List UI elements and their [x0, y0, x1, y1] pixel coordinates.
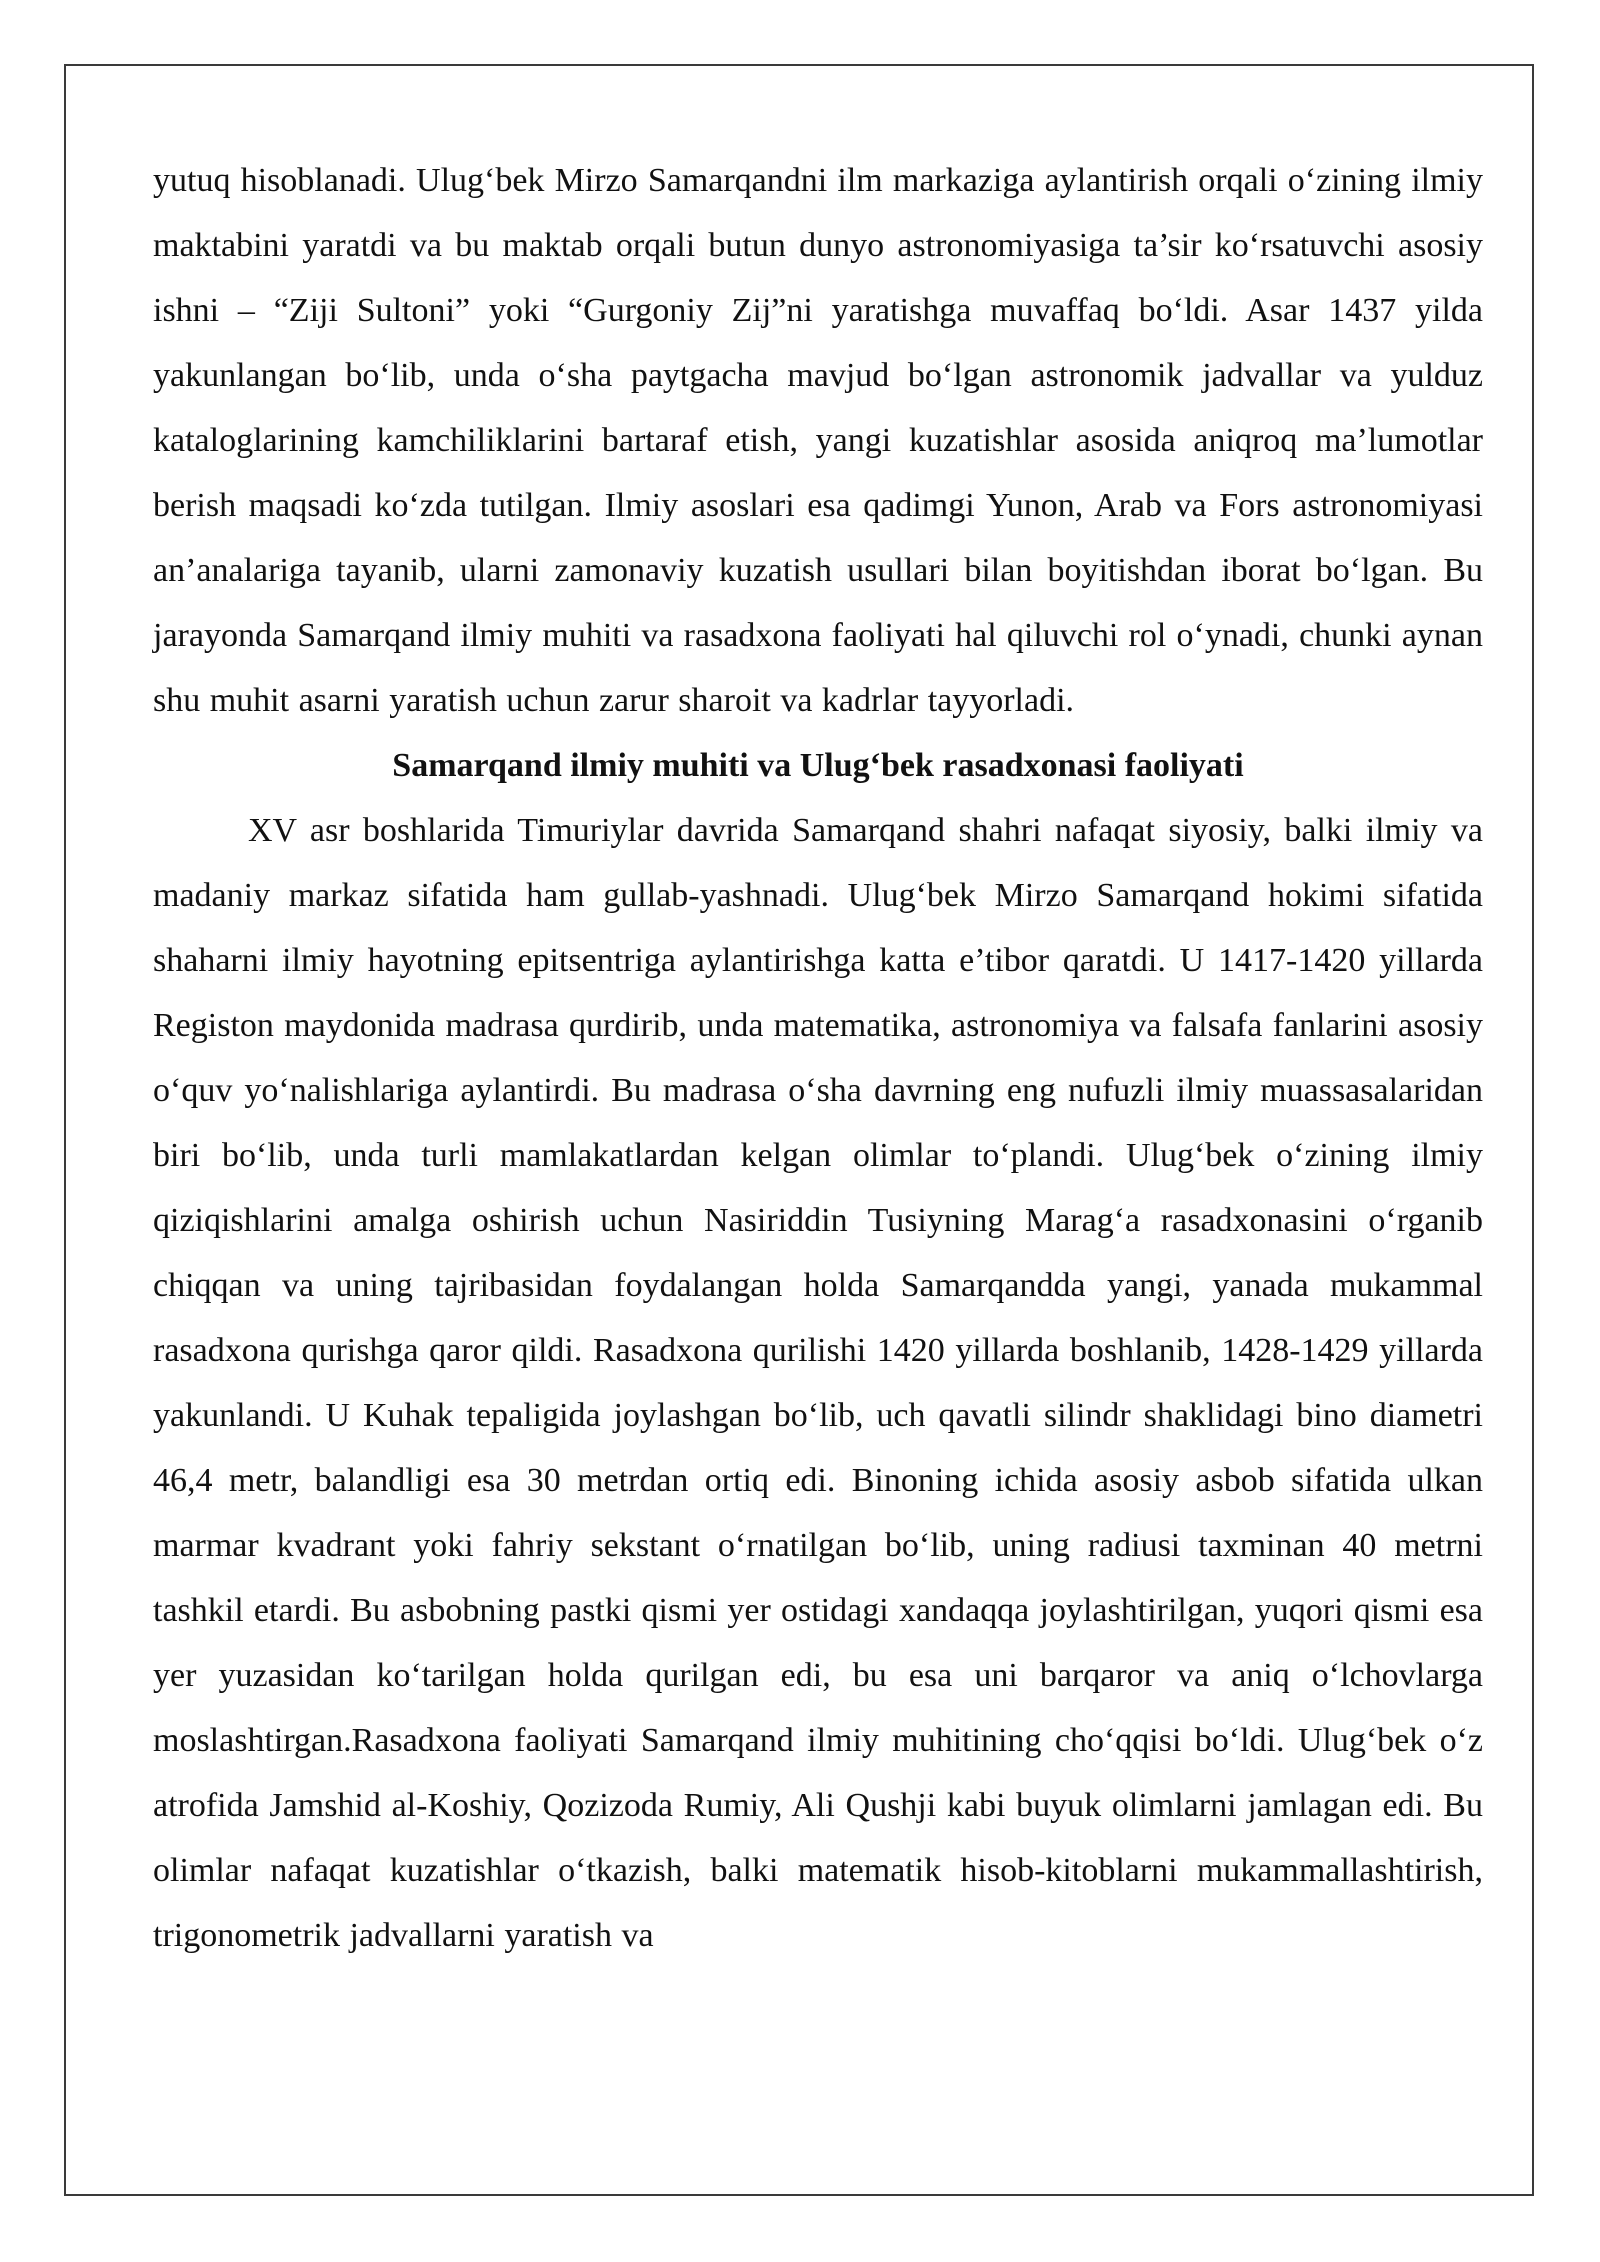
document-body [153, 148, 1483, 1968]
paragraph-main: XV asr boshlarida Timuriylar davrida Samarqand shahri nafaqat siyosiy, balki ilmiy va madaniy markaz sifatida ham gullab-yashnadi. Ulug‘bek Mirzo Samarqand hokimi sifatida shaharni ilmiy hayotning epitsentriga aylantirishga katta e’tibor qaratdi. U 1417-1420 yillarda Registon maydonida madrasa qurdirib, unda matematika, astronomiya va falsafa fanlarini asosiy o‘quv yo‘nalishlariga aylantirdi. Bu madrasa o‘sha davrning eng nufuzli ilmiy muassasalaridan biri bo‘lib, unda turli mamlakatlardan kelgan olimlar to‘plandi. Ulug‘bek o‘zining ilmiy qiziqishlarini amalga oshirish uchun Nasiriddin Tusiyning Marag‘a rasadxonasini o‘rganib chiqqan va uning tajribasidan foydalangan holda Samarqandda yangi, yanada mukammal rasadxona qurishga qaror qildi. Rasadxona qurilishi 1420 yillarda boshlanib, 1428-1429 yillarda yakunlandi. U Kuhak tepaligida joylashgan bo‘lib, uch qavatli silindr shaklidagi bino diametri 46,4 metr, balandligi esa 30 metrdan ortiq edi. Binoning ichida asosiy asbob sifatida ulkan marmar kvadrant yoki fahriy sekstant o‘rnatilgan bo‘lib, uning radiusi taxminan 40 metrni tashkil etardi. Bu asbobning pastki qismi yer ostidagi xandaqqa joylashtirilgan, yuqori qismi esa yer yuzasidan ko‘tarilgan holda qurilgan edi, bu esa uni barqaror va aniq o‘lchovlarga moslashtirgan.Rasadxona faoliyati Samarqand ilmiy muhitining cho‘qqisi bo‘ldi. Ulug‘bek o‘z atrofida Jamshid al-Koshiy, Qozizoda Rumiy, Ali Qushji kabi buyuk olimlarni jamlagan edi. Bu olimlar nafaqat kuzatishlar o‘tkazish, balki matematik hisob-kitoblarni mukammallashtirish, trigonometrik jadvallarni yaratish va [153, 812, 1483, 1954]
paragraph-continuation: yutuq hisoblanadi. Ulug‘bek Mirzo Samarqandni ilm markaziga aylantirish orqali o‘zining ilmiy maktabini yaratdi va bu maktab orqali butun dunyo astronomiyasiga ta’sir ko‘rsatuvchi asosiy ishni – “Ziji Sultoni” yoki “Gurgoniy Zij”ni yaratishga muvaffaq bo‘ldi. Asar 1437 yilda yakunlangan bo‘lib, unda o‘sha paytgacha mavjud bo‘lgan astronomik jadvallar va yulduz kataloglarining kamchiliklarini bartaraf etish, yangi kuzatishlar asosida aniqroq ma’lumotlar berish maqsadi ko‘zda tutilgan. Ilmiy asoslari esa qadimgi Yunon, Arab va Fors astronomiyasi an’analariga tayanib, ularni zamonaviy kuzatish usullari bilan boyitishdan iborat bo‘lgan. Bu jarayonda Samarqand ilmiy muhiti va rasadxona faoliyati hal qiluvchi rol o‘ynadi, chunki aynan shu muhit asarni yaratish uchun zarur sharoit va kadrlar tayyorladi. [153, 162, 1483, 719]
section-heading: Samarqand ilmiy muhiti va Ulug‘bek rasadxonasi faoliyati [392, 747, 1244, 784]
